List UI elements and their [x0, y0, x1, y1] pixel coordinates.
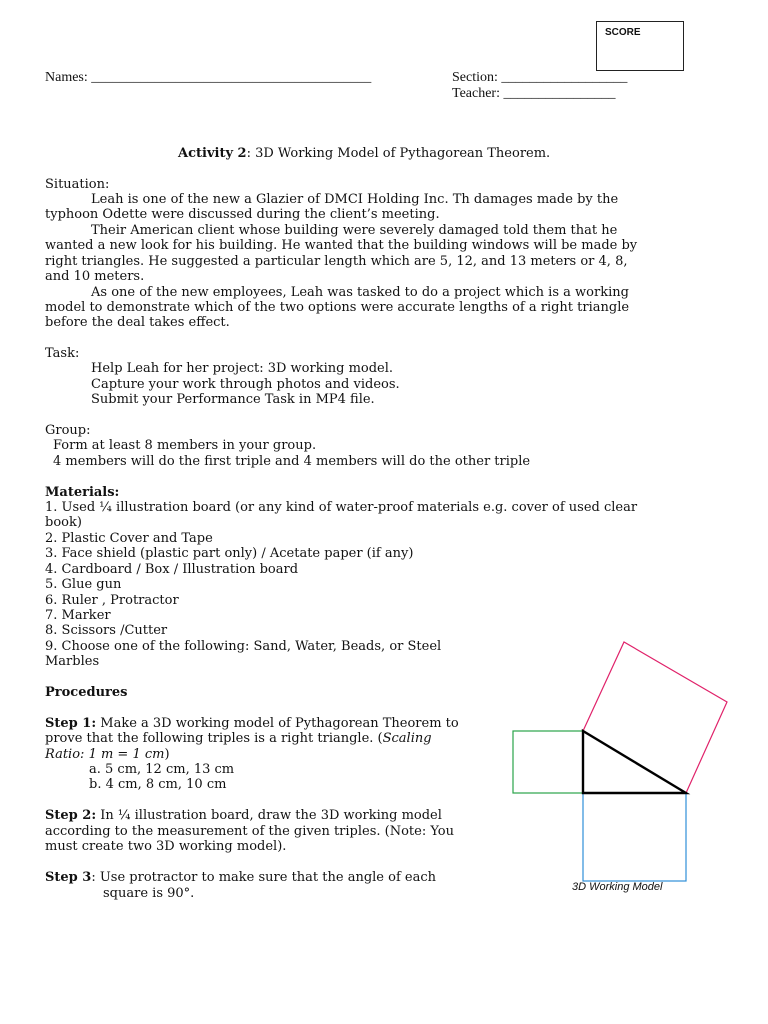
group-item: 4 members will do the first triple and 4 members will do the other triple: [53, 454, 531, 469]
situation-line: typhoon Odette were discussed during the client’s meeting.: [45, 207, 440, 222]
step-1-label: Step 1:: [45, 716, 97, 731]
materials-heading: Materials:: [45, 485, 120, 500]
situation-line: Leah is one of the new a Glazier of DMCI Holding Inc. Th damages made by the: [91, 192, 619, 207]
step-2-line: Step 2: In ¼ illustration board, draw the 3D working model: [45, 808, 442, 823]
step-1-line: prove that the following triples is a right triangle. (Scaling: [45, 731, 432, 746]
pythagorean-diagram: [510, 640, 732, 890]
material-item: book): [45, 515, 82, 530]
situation-line: As one of the new employees, Leah was tasked to do a project which is a working: [91, 285, 629, 300]
situation-line: before the deal takes effect.: [45, 315, 230, 330]
activity-title: [178, 146, 550, 161]
step-3-label: Step 3: [45, 870, 92, 885]
group-item: Form at least 8 members in your group.: [53, 438, 317, 453]
hypotenuse-square: [583, 642, 727, 793]
material-item: 8. Scissors /Cutter: [45, 623, 168, 638]
section-field: Section: __________________: [452, 70, 628, 85]
procedures-heading: Procedures: [45, 685, 128, 700]
task-item: Capture your work through photos and videos.: [91, 377, 400, 392]
step-1-option-a: a. 5 cm, 12 cm, 13 cm: [89, 762, 235, 777]
small-square: [513, 731, 583, 793]
bottom-square: [583, 793, 686, 881]
teacher-field: Teacher: ________________: [452, 86, 616, 101]
activity-number: Activity 2: [178, 146, 247, 161]
step-2-line: must create two 3D working model).: [45, 839, 287, 854]
situation-heading: Situation:: [45, 177, 110, 192]
task-item: Help Leah for her project: 3D working model.: [91, 361, 394, 376]
score-label: SCORE: [605, 27, 641, 38]
step-3-line: square is 90°.: [103, 886, 195, 901]
diagram-caption: 3D Working Model: [572, 881, 663, 893]
step-3-line: Step 3: Use protractor to make sure that the angle of each: [45, 870, 436, 885]
score-box: [596, 21, 684, 71]
situation-line: wanted a new look for his building. He wanted that the building windows will be made by: [45, 238, 638, 253]
group-heading: Group:: [45, 423, 91, 438]
task-heading: Task:: [45, 346, 80, 361]
situation-line: model to demonstrate which of the two options were accurate lengths of a right triangle: [45, 300, 630, 315]
material-item: 9. Choose one of the following: Sand, Water, Beads, or Steel: [45, 639, 442, 654]
task-item: Submit your Performance Task in MP4 file.: [91, 392, 375, 407]
situation-line: right triangles. He suggested a particular length which are 5, 12, and 13 meters or 4, 8,: [45, 254, 628, 269]
material-item: 1. Used ¼ illustration board (or any kind of water-proof materials e.g. cover of used clear: [45, 500, 638, 515]
step-1-line: Step 1: Make a 3D working model of Pythagorean Theorem to: [45, 716, 459, 731]
material-item: 2. Plastic Cover and Tape: [45, 531, 213, 546]
material-item: 3. Face shield (plastic part only) / Acetate paper (if any): [45, 546, 414, 561]
material-item: Marbles: [45, 654, 100, 669]
names-field: Names: ________________________________________: [45, 70, 372, 85]
material-item: 5. Glue gun: [45, 577, 122, 592]
step-2-label: Step 2:: [45, 808, 97, 823]
right-triangle: [583, 731, 686, 793]
material-item: 7. Marker: [45, 608, 111, 623]
material-item: 4. Cardboard / Box / Illustration board: [45, 562, 299, 577]
step-1-option-b: b. 4 cm, 8 cm, 10 cm: [89, 777, 227, 792]
step-2-line: according to the measurement of the given triples. (Note: You: [45, 824, 455, 839]
step-1-line: Ratio: 1 m = 1 cm): [45, 747, 170, 762]
situation-line: and 10 meters.: [45, 269, 145, 284]
situation-line: Their American client whose building were severely damaged told them that he: [91, 223, 618, 238]
activity-subtitle: : 3D Working Model of Pythagorean Theorem.: [246, 146, 551, 161]
material-item: 6. Ruler , Protractor: [45, 593, 179, 608]
